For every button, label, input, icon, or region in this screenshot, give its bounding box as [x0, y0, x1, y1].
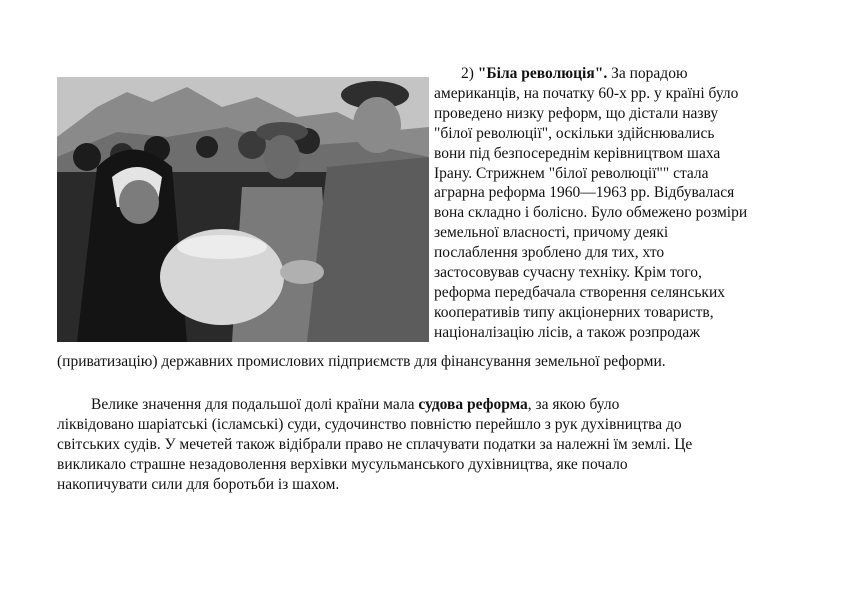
text-line: проведено низку реформ, що дістали назву — [434, 104, 719, 122]
hands — [280, 260, 324, 284]
text-line: націоналізацію лісів, а також розпродаж — [434, 323, 700, 341]
text-line: "білої революції", оскільки здійснювались — [434, 124, 715, 142]
historical-photo — [57, 77, 429, 342]
text-line: реформа передбачала створення селянських — [434, 283, 725, 301]
text-line: накопичувати сили для боротьби із шахом. — [57, 475, 340, 493]
text-line: земельної власності, причому деякі — [434, 224, 669, 242]
text-line: світських судів. У мечетей також відібрали право не сплачувати податки за належні їм землі. Це — [57, 435, 693, 453]
paragraph-white-revolution — [434, 64, 747, 343]
text-line: американців, на початку 60-х рр. у країні було — [434, 84, 739, 102]
text-line: застосовував сучасну техніку. Крім того, — [434, 264, 702, 282]
term-judicial-reform: судова реформа — [418, 396, 528, 413]
text-line: Ірану. Стрижнем "білої революції"" стала — [434, 164, 709, 182]
paragraph-tail-line: (приватизацію) державних промислових підприємств для фінансування земельної реформи. — [57, 353, 666, 370]
shah-uniform — [307, 157, 429, 342]
heading-white-revolution: "Біла революція". — [477, 65, 608, 82]
paragraph-judicial-reform — [57, 395, 692, 495]
paragraph-first-line: Велике значення для подальшої долі країни мала судова реформа, за якою було — [91, 396, 620, 413]
text-line: викликало страшне незадоволення верхівки мусульманського духівництва, яке почало — [57, 455, 628, 473]
text-line: ліквідовано шаріатські (ісламські) суди, судочинство повністю перейшло з рук духівництва до — [57, 415, 682, 433]
photo-illustration — [57, 77, 429, 342]
text-line: вона складно і болісно. Було обмежено розміри — [434, 204, 748, 222]
text-line: вони під безпосереднім керівництвом шаха — [434, 144, 721, 162]
text-line: кооперативів типу акціонерних товариств, — [434, 303, 714, 321]
paragraph-first-line: 2) "Біла революція". За порадою — [461, 65, 688, 82]
text-line: послаблення зроблено для тих, хто — [434, 244, 665, 262]
text-line: аграрна реформа 1960—1963 рр. Відбувалася — [434, 184, 735, 202]
